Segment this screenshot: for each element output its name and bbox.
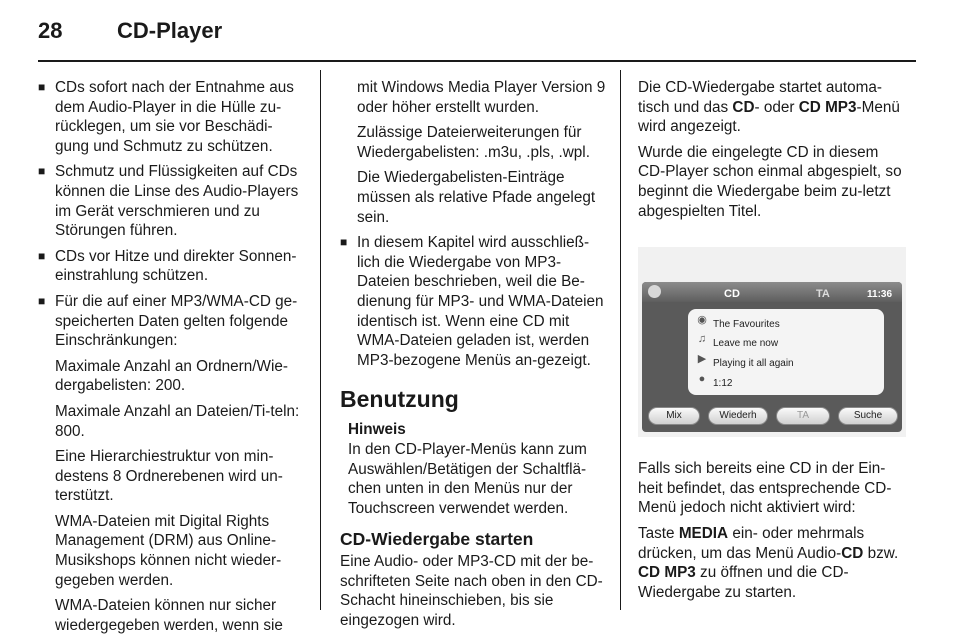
- paragraph: Die CD-Wiedergabe startet automa-tisch und das CD- oder CD MP3-Menü wird angezeigt.: [638, 79, 900, 136]
- bullet-item: ■ Für die auf einer MP3/WMA-CD ge-speicherten Daten gelten folgende Einschränkungen:: [38, 292, 306, 351]
- music-note-icon: ♫: [697, 333, 707, 346]
- tab-ta[interactable]: TA: [816, 288, 830, 301]
- sub-paragraph: Zulässige Dateierweiterungen für Wiedergabelisten: .m3u, .pls, .wpl.: [357, 124, 590, 161]
- paragraph: Wurde die eingelegte CD in diesem CD-Player schon einmal abgespielt, so beginnt die Wiedergabe beim zu-letzt abgespielten Titel.: [638, 143, 902, 220]
- sub-paragraph: Die Wiedergabelisten-Einträge müssen als relative Pfade angelegt sein.: [357, 169, 596, 226]
- ta-button[interactable]: TA: [776, 407, 830, 425]
- clock: 11:36: [867, 289, 893, 301]
- page-title: CD-Player: [117, 18, 223, 43]
- screen-button-bar: [642, 404, 902, 428]
- note-text: In den CD-Player-Menüs kann zum Auswählen/Betätigen der Schaltflä-chen unten in den Menüs nur der Touchscreen verwendet werden.: [348, 440, 587, 517]
- disc-icon: ●: [698, 373, 706, 386]
- page-number: 28: [38, 18, 63, 43]
- bullet-item: ■ In diesem Kapitel wird ausschließ-lich die Wiedergabe von MP3-Dateien beschrieben, weil die Be-dienung für MP3- und WMA-Dateien identisch ist. Wenn eine CD mit WMA-Dateien geladen ist, werden MP3-bezogene Menüs an-gezeigt.: [340, 233, 606, 370]
- sub-paragraph: Maximale Anzahl an Ordnern/Wie-dergabelisten: 200.: [55, 357, 288, 395]
- infotainment-screen: [642, 282, 902, 432]
- paragraph: Falls sich bereits eine CD in der Ein-heit befindet, das entsprechende CD-Menü jedoch nicht aktiviert wird:: [638, 460, 892, 517]
- play-icon: ▶: [697, 353, 707, 366]
- paragraph: Eine Audio- oder MP3-CD mit der be-schrifteten Seite nach oben in den CD-Schacht hineinschieben, bis sie eingezogen wird.: [340, 553, 603, 630]
- track-info-panel: ◉ The Favourites ♫ Leave me now ▶ Playing it all again ● 1:12: [688, 309, 884, 395]
- sub-paragraph: mit Windows Media Player Version 9 oder höher erstellt wurden.: [357, 79, 606, 116]
- subsection-heading: CD-Wiedergabe starten: [340, 529, 534, 550]
- cd-menu-screenshot: [638, 247, 906, 437]
- note-box: [340, 420, 606, 518]
- search-button[interactable]: Suche: [838, 407, 898, 425]
- column-3: [638, 78, 906, 608]
- sub-paragraph: WMA-Dateien mit Digital Rights Management (DRM) aus Online-Musikshops können nicht wieder-gegeben werden.: [55, 512, 282, 589]
- header-rule: [38, 60, 916, 62]
- tab-cd[interactable]: CD: [724, 288, 740, 301]
- bullet-item: ■ Schmutz und Flüssigkeiten auf CDs können die Linse des Audio-Players im Gerät verschmieren und zu Störungen führen.: [38, 162, 306, 240]
- sub-paragraph: WMA-Dateien können nur sicher wiedergegeben werden, wenn sie: [55, 597, 283, 634]
- sub-paragraph: Eine Hierarchiestruktur von min-destens 8 Ordnerebenen wird un-terstützt.: [55, 448, 283, 505]
- home-icon[interactable]: [648, 285, 661, 298]
- section-heading: Benutzung: [340, 386, 459, 413]
- paragraph: Taste MEDIA ein- oder mehrmals drücken, um das Menü Audio-CD bzw. CD MP3 zu öffnen und die CD-Wiedergabe zu starten.: [638, 524, 899, 601]
- note-title: Hinweis: [348, 421, 406, 439]
- column-2: [340, 78, 606, 637]
- headphones-icon: ◉: [697, 314, 707, 327]
- column-divider: [620, 70, 621, 610]
- repeat-button[interactable]: Wiederh: [708, 407, 768, 425]
- sub-paragraph: Maximale Anzahl an Dateien/Ti-teln: 800.: [55, 402, 300, 440]
- bullet-item: ■ CDs sofort nach der Entnahme aus dem Audio-Player in die Hülle zu-rücklegen, um sie vor Beschädi-gung und Schmutz zu schützen.: [38, 78, 306, 156]
- bullet-item: ■ CDs vor Hitze und direkter Sonnen-einstrahlung schützen.: [38, 247, 306, 286]
- page-header: [0, 0, 960, 58]
- column-1: [38, 78, 306, 641]
- column-divider: [320, 70, 321, 610]
- mix-button[interactable]: Mix: [648, 407, 700, 425]
- screen-top-bar: [642, 282, 902, 302]
